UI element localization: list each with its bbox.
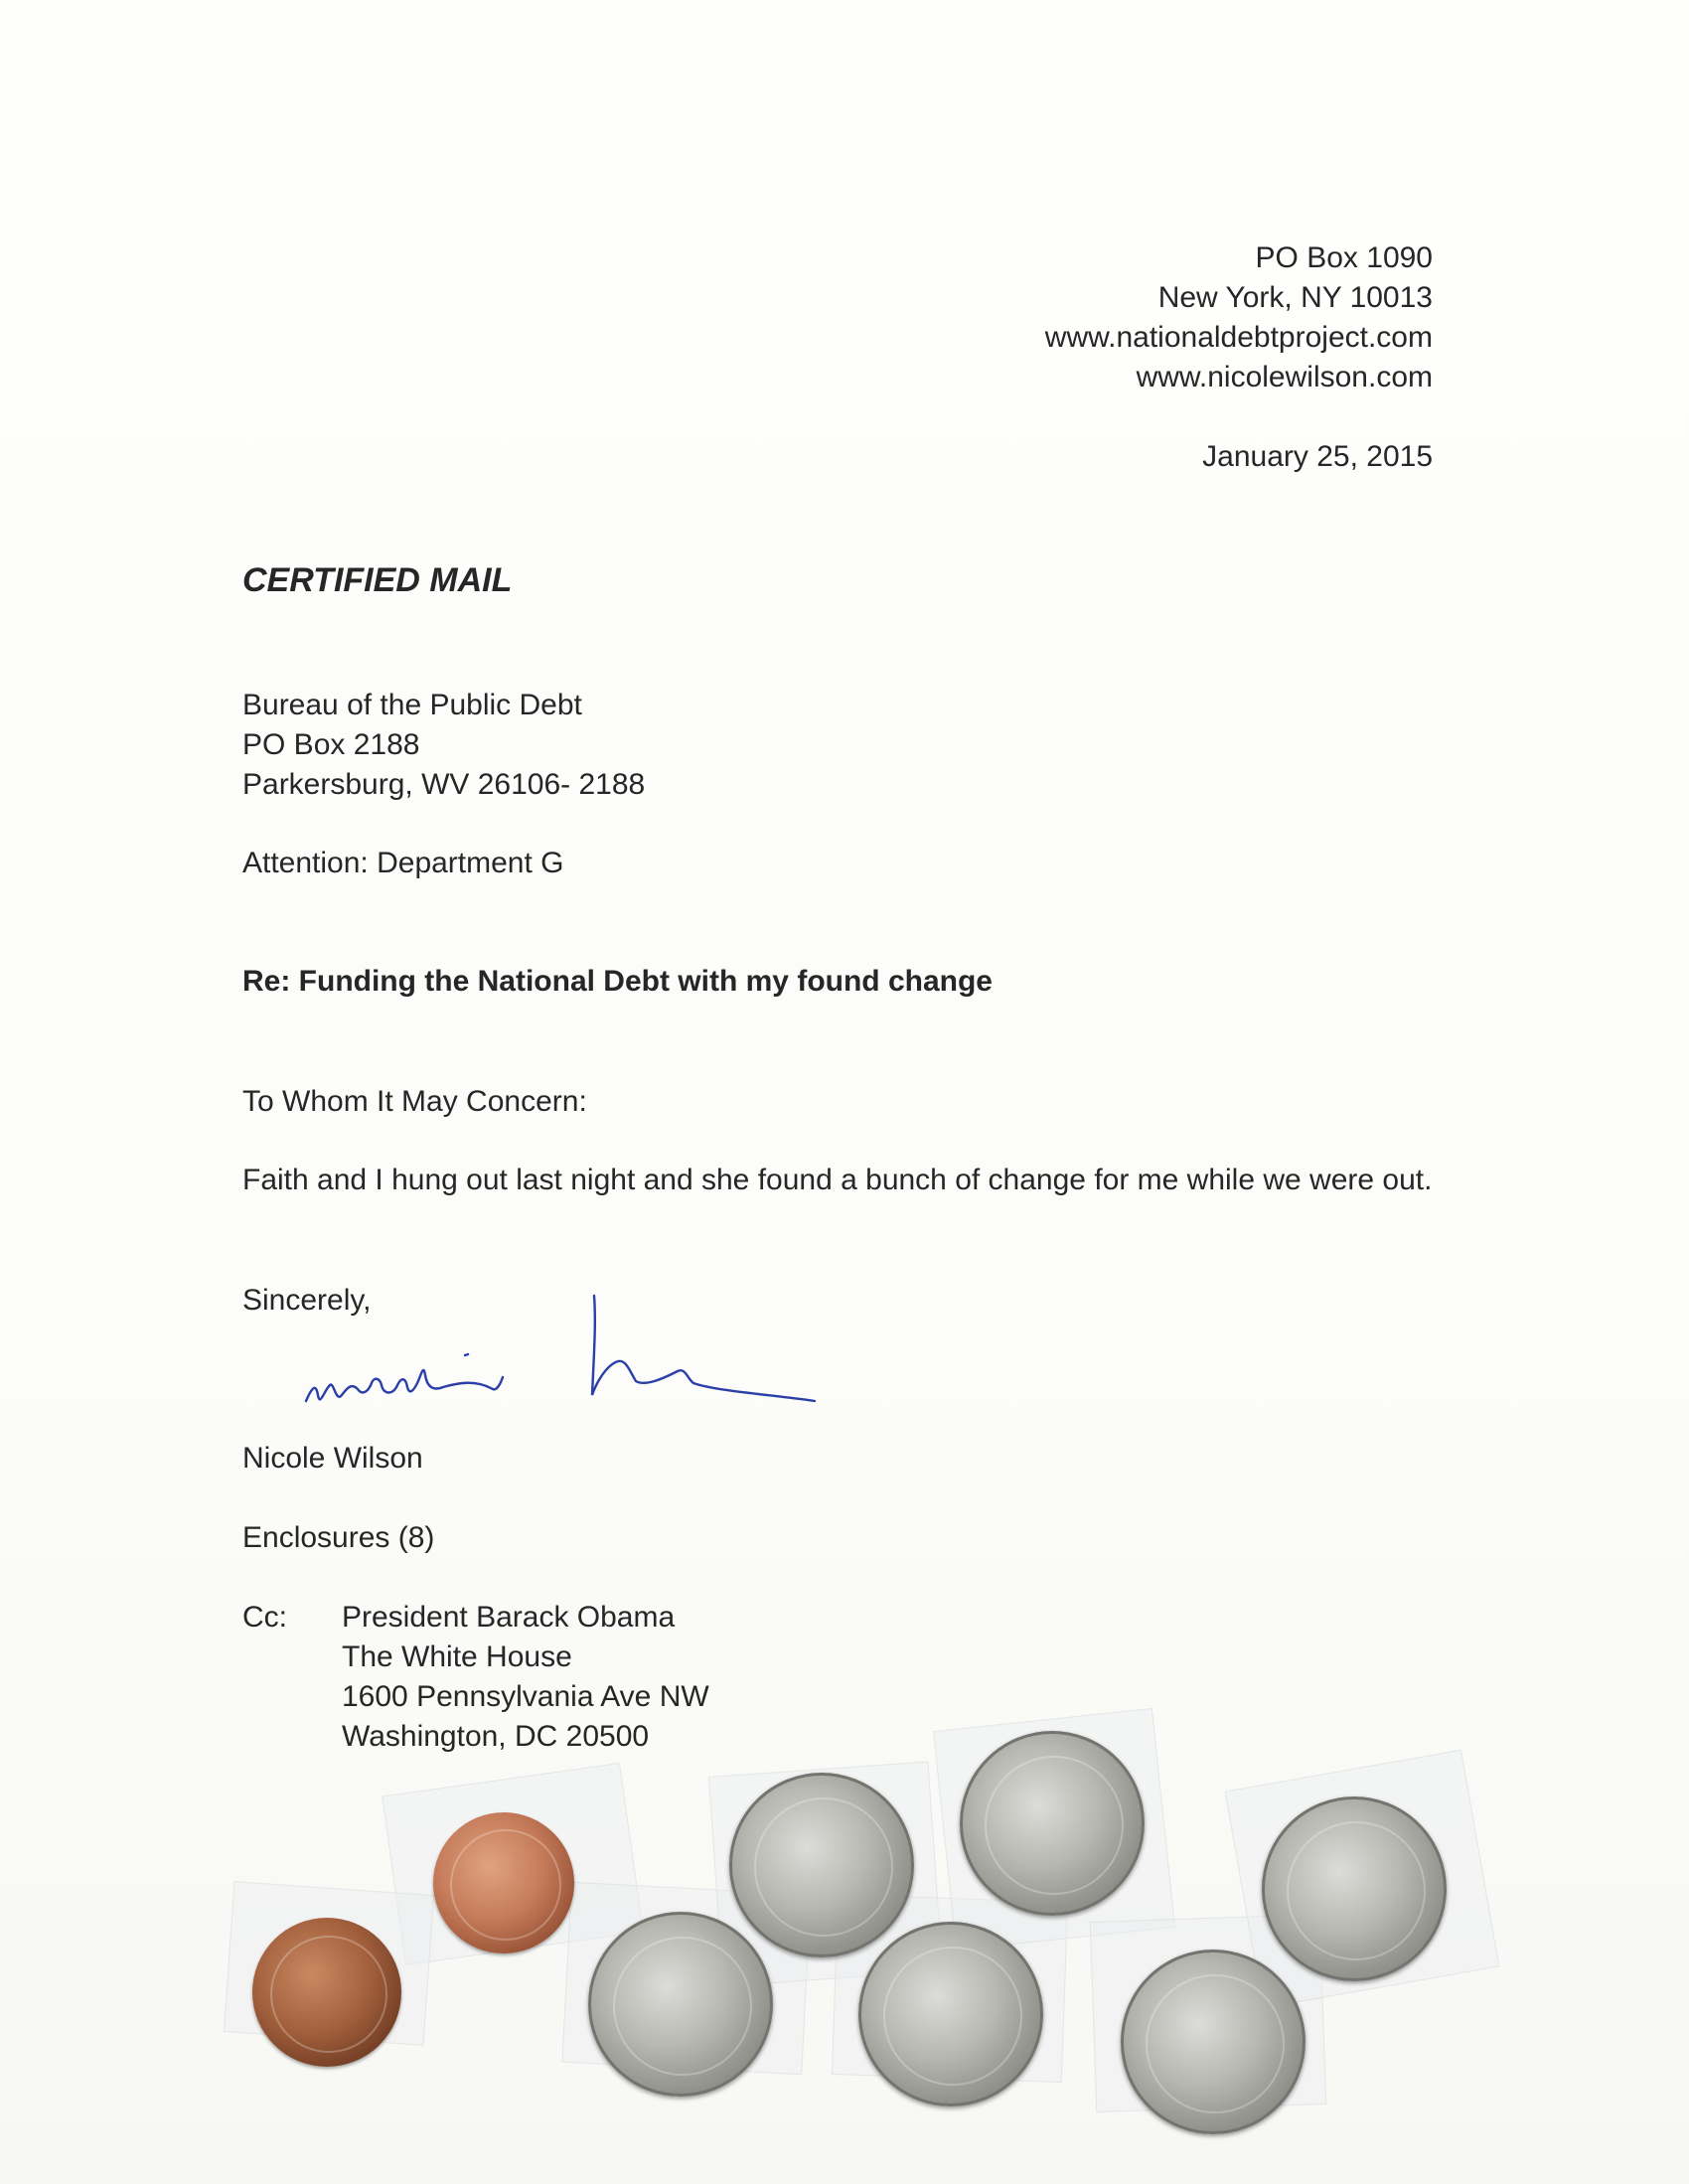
cc-label: Cc: [242, 1601, 287, 1634]
quarter-coin [729, 1773, 914, 1957]
signature-stroke [306, 1370, 503, 1401]
cc-address-line1: The White House [342, 1640, 572, 1673]
salutation: To Whom It May Concern: [242, 1085, 587, 1118]
body-paragraph: Faith and I hung out last night and she found a bunch of change for me while we were out. [242, 1164, 1433, 1196]
quarter-coin [1121, 1950, 1305, 2134]
cc-address-line3: Washington, DC 20500 [342, 1720, 650, 1753]
recipient-address-line2: Parkersburg, WV 26106- 2188 [242, 768, 646, 801]
signer-name: Nicole Wilson [242, 1442, 423, 1475]
cc-name: President Barack Obama [342, 1601, 676, 1634]
sender-website-1: www.nationaldebtproject.com [1044, 321, 1433, 354]
penny-coin [252, 1918, 401, 2067]
cc-address-line2: 1600 Pennsylvania Ave NW [342, 1680, 709, 1713]
quarter-coin [858, 1922, 1043, 2106]
quarter-coin [1262, 1796, 1447, 1981]
recipient-name: Bureau of the Public Debt [242, 689, 582, 721]
attention-line: Attention: Department G [242, 847, 564, 879]
enclosures-note: Enclosures (8) [242, 1521, 435, 1554]
signature-dot [465, 1354, 468, 1355]
sender-address-line1: PO Box 1090 [1255, 241, 1433, 274]
penny-coin [433, 1812, 574, 1953]
quarter-coin [588, 1912, 773, 2097]
subject-line: Re: Funding the National Debt with my found change [242, 965, 993, 998]
recipient-address-line1: PO Box 2188 [242, 728, 420, 761]
quarter-coin [960, 1731, 1145, 1916]
signature-stroke-2 [592, 1296, 815, 1401]
sender-address-line2: New York, NY 10013 [1157, 281, 1433, 314]
handwritten-signature [298, 1292, 835, 1431]
closing: Sincerely, [242, 1284, 372, 1317]
letter-date: January 25, 2015 [1202, 440, 1433, 473]
certified-mail-heading: CERTIFIED MAIL [242, 561, 513, 599]
sender-website-2: www.nicolewilson.com [1136, 361, 1433, 393]
